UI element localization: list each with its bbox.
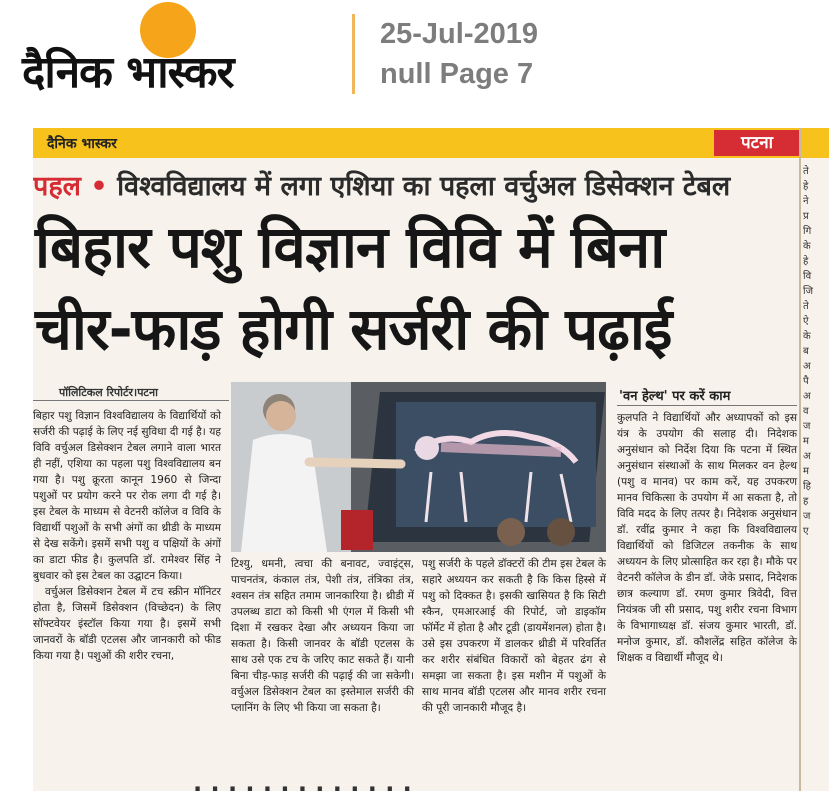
edition-page: null Page 7 xyxy=(380,58,534,90)
article-clipping xyxy=(33,128,829,791)
edge-fragment: हे xyxy=(803,181,809,192)
masthead-divider xyxy=(352,14,355,94)
edge-fragment: ऐ xyxy=(803,316,809,327)
band-logo: दैनिक भास्कर xyxy=(47,136,117,152)
edge-fragment: गि xyxy=(803,226,812,237)
edge-fragment: ए xyxy=(803,526,809,537)
edge-fragment: वि xyxy=(803,271,812,282)
edge-fragment: अ xyxy=(803,391,811,402)
edge-fragment: हे xyxy=(803,256,809,267)
city-tag: पटना xyxy=(714,130,800,156)
edge-fragment: जि xyxy=(803,286,814,297)
edge-fragment: हि xyxy=(803,481,811,492)
edition-date: 25-Jul-2019 xyxy=(380,18,538,50)
edge-fragment: म xyxy=(803,466,809,477)
headline-line-2: चीर-फाड़ होगी सर्जरी की पढ़ाई xyxy=(35,295,672,363)
edge-fragment: पै xyxy=(803,376,809,387)
edge-fragment: व xyxy=(803,406,809,417)
edge-fragment: ब xyxy=(803,346,809,357)
article-photo xyxy=(231,382,606,552)
subheading-rule xyxy=(617,405,797,406)
column-divider xyxy=(799,128,801,791)
byline-rule xyxy=(33,400,229,401)
paragraph: पशु सर्जरी के पहले डॉक्टरों की टीम इस टेबल के सहारे अध्ययन कर सकती है कि किस हिस्से में पशु को दिक्कत है। इसकी खासियत है कि सिटी स्कैन, एमआरआई की रिपोर्ट, जो डाइकॉम फॉर्मेट में होता है और टूडी (डायमेंशनल) होता है। उसे इस उपकरण में डालकर थ्रीडी में परिवर्तित कर शरीर संबंधित विकारों को बेहतर ढंग से समझा जा सकता है। इस मशीन में पशुओं के साथ मानव बॉडी एटलस और मानव शरीर रचना की पूरी जानकारी मौजूद है। xyxy=(422,558,606,714)
next-headline-fragment: · · · · · · · · · · · · · xyxy=(193,775,412,791)
edge-fragment: के xyxy=(803,331,811,342)
edge-fragment: म xyxy=(803,436,809,447)
byline: पॉलिटिकल रिपोर्टर।पटना xyxy=(59,386,158,399)
paragraph: बिहार पशु विज्ञान विश्वविद्यालय के विद्यार्थियों को सर्जरी की पढ़ाई के लिए नई सुविधा दी गई है। यह विवि वर्चुअल डिसेक्शन टेबल लगाने वाला भारत ही नहीं, एशिया का पहला पशु विश्वविद्यालय बन गया है। पशु क्रूरता कानून 1960 से जिन्दा पशुओं पर प्रयोग करने पर रोक लगा दी गई है। इस टेबल के माध्यम से वेटनरी कॉलेज व विवि के विद्यार्थी पशुओं के सभी अंगों का थ्रीडी के माध्यम से देख सकेंगे। इसमें सभी पशु व पक्षियों के अंगों का डाटा फीड है। कुलपति डॉ. रामेश्वर सिंह ने बुधवार को इस टेबल का उद्घाटन किया। xyxy=(33,410,221,582)
kicker xyxy=(33,166,793,203)
edge-fragment: ह xyxy=(803,496,809,507)
edge-fragment: के xyxy=(803,241,811,252)
article-column-1 xyxy=(33,408,221,664)
paragraph: टिश्यु, धमनी, त्वचा की बनावट, ज्वाइंट्स, पाचनतंत्र, कंकाल तंत्र, पेशी तंत्र, तंत्रिका तंत्र, श्वसन तंत्र सहित तमाम जानकारिया है। थ्रीडी में उपलब्ध डाटा को किसी भी एंगल में किसी भी दिशा में रखकर देखा और अध्ययन किया जा सकता है। किसी जानवर के बॉडी एटलस के साथ उसे एक टच के जरिए काट सकते हैं। यानी बिना चीड़-फाड़ सर्जरी की पढ़ाई की जा सकेगी। वर्चुअल डिसेक्शन टेबल का इस्तेमाल सर्जरी की प्लानिंग के लिए भी किया जा सकता है। xyxy=(231,558,414,714)
adjacent-article-edge xyxy=(803,164,829,539)
paragraph: वर्चुअल डिसेक्शन टेबल में टच स्क्रीन मॉनिटर होता है, जिसमें डिसेक्शन (विच्छेदन) के लिए सॉफ्टवेयर इंस्टॉल किया गया है। इसमें सभी जानवरों के बॉडी एटलस और जानकारी को फीड किया गया है। पशुओं की शरीर रचना, xyxy=(33,586,221,662)
kicker-label: पहल xyxy=(33,171,81,202)
photo-illustration xyxy=(231,382,606,552)
edge-fragment: ते xyxy=(803,166,809,177)
edge-fragment: अ xyxy=(803,451,811,462)
article-column-3 xyxy=(422,556,606,716)
subheading: 'वन हेल्थ' पर करें काम xyxy=(619,389,731,404)
page-header-band xyxy=(33,128,829,158)
edge-fragment: प्र xyxy=(803,211,809,222)
edge-fragment: ने xyxy=(803,196,809,207)
newspaper-logo: दैनिक भास्कर xyxy=(22,47,234,98)
kicker-bullet: • xyxy=(90,171,108,202)
edge-fragment: ज xyxy=(803,511,811,522)
kicker-text: विश्वविद्यालय में लगा एशिया का पहला वर्चुअल डिसेक्शन टेबल xyxy=(117,171,731,202)
article-column-4 xyxy=(617,410,797,666)
edge-fragment: अ xyxy=(803,361,811,372)
headline-line-1: बिहार पशु विज्ञान विवि में बिना xyxy=(35,213,665,281)
edge-fragment: ते xyxy=(803,301,809,312)
paragraph: कुलपति ने विद्यार्थियों और अध्यापकों को इस यंत्र के उपयोग की सलाह दी। निदेशक अनुसंधान को निर्देश दिया कि पटना में स्थित अनुसंधान संस्थाओं के साथ मिलकर वन हेल्थ (पशु व मानव) पर काम करें, यह उपकरण मानव चिकित्सा के उपयोग में आ सकता है, तो विवि मदद के लिए तत्पर है। निदेशक अनुसंधान डॉ. रवींद्र कुमार ने कहा कि विश्वविद्यालय विद्यार्थियों को डिजिटल तकनीक के साथ अध्ययन के लिए प्रोत्साहित कर रहा है। मौके पर वेटनरी कॉलेज के डीन डॉ. जेके प्रसाद, निदेशक छात्र कल्याण डॉ. रमण कुमार त्रिवेदी, वित्त नियंत्रक जी सी प्रसाद, पशु शरीर रचना विभाग के विभागाध्यक्ष डॉ. संजय कुमार भारती, डॉ. मनोज कुमार, डॉ. कौशलेंद्र सहित कॉलेज के शिक्षक व विद्यार्थी मौजूद थे। xyxy=(617,412,797,664)
article-column-2 xyxy=(231,556,414,716)
edge-fragment: ज xyxy=(803,421,811,432)
